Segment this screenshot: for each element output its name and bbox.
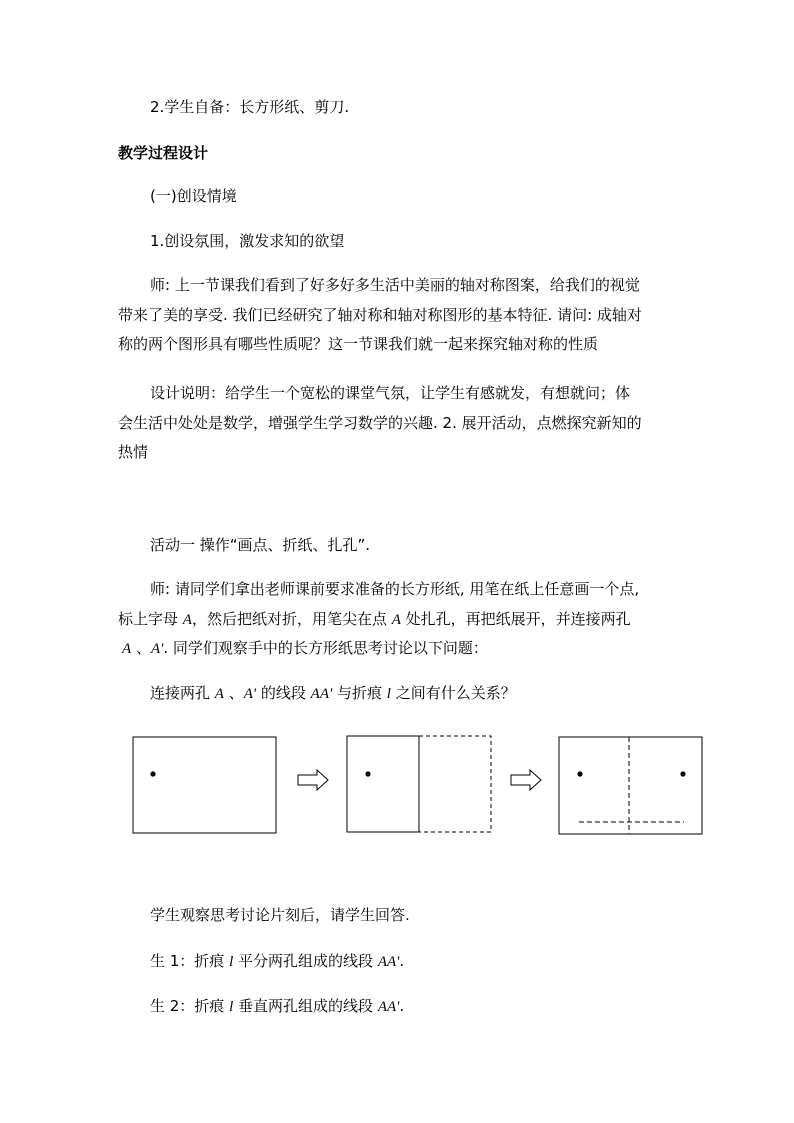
variable-a-prime: A': [150, 641, 164, 657]
student-1-answer: [150, 951, 404, 972]
text-span: 、: [131, 639, 151, 657]
folded-away-outline: [419, 736, 491, 832]
point-a: [150, 771, 155, 776]
text-span: 、: [223, 684, 244, 702]
point-a: [577, 771, 582, 776]
variable-a: A: [214, 686, 224, 702]
folded-half: [347, 736, 419, 832]
text-span: 平分两孔组成的线段: [233, 952, 378, 970]
text-span: 生 2：折痕: [150, 997, 230, 1015]
student-2-answer: [150, 996, 404, 1017]
text-span: 连接两孔: [150, 684, 215, 702]
variable-l: l: [229, 954, 234, 970]
activity-one-title: 活动一 操作“画点、折纸、扎孔”.: [150, 536, 371, 554]
teacher-activity-line-3: [122, 638, 488, 659]
variable-a-prime: A': [243, 686, 257, 702]
teacher-intro-line-3: 称的两个图形具有哪些性质呢？这一节课我们就一起来探究轴对称的性质: [118, 335, 599, 353]
unfolded-sheet: [559, 737, 702, 834]
teacher-intro-line-1: 师: 上一节课我们看到了好多好多生活中美丽的轴对称图案，给我们的视觉: [150, 276, 640, 294]
variable-aa-prime: AA': [310, 686, 333, 702]
teacher-activity-line-1: 师: 请同学们拿出老师课前要求准备的长方形纸, 用笔在纸上任意画一个点,: [150, 580, 640, 598]
variable-a: A: [182, 612, 192, 628]
variable-a: A: [391, 612, 401, 628]
discussion-intro: 学生观察思考讨论片刻后，请学生回答.: [150, 906, 410, 924]
point-a-prime: [680, 771, 685, 776]
variable-l: l: [229, 999, 234, 1015]
part-one-heading: (一)创设情境: [150, 187, 237, 205]
sheet-rectangle: [133, 737, 276, 833]
question-line: [150, 683, 516, 704]
teacher-activity-line-2: [118, 609, 631, 630]
teacher-intro-line-2: 带来了美的享受. 我们已经研究了轴对称和轴对称图形的基本特征. 请问: 成轴对: [118, 306, 642, 324]
text-span: ，然后把纸对折，用笔尖在点: [191, 610, 392, 628]
text-span: 生 1：折痕: [150, 952, 230, 970]
arrow-icon: [298, 770, 328, 790]
text-span: 标上字母: [118, 610, 183, 628]
design-note-line-2: 会生活中处处是数学，增强学生学习数学的兴趣. 2. 展开活动，点燃探究新知的: [118, 414, 642, 432]
text-span: . 同学们观察手中的长方形纸思考讨论以下问题：: [163, 639, 488, 657]
design-note-line-3: 热情: [118, 443, 149, 461]
text-span: 处扎孔，再把纸展开，并连接两孔: [400, 610, 631, 628]
variable-aa-prime: AA': [377, 954, 400, 970]
variable-aa-prime: AA': [377, 999, 400, 1015]
text-span: 的线段: [256, 684, 311, 702]
text-span: 之间有什么关系？: [390, 684, 516, 702]
text-span: .: [399, 997, 405, 1015]
variable-l: l: [386, 686, 391, 702]
text-span: .: [399, 952, 405, 970]
design-note-line-1: 设计说明：给学生一个宽松的课堂气氛，让学生有感就发，有想就问；体: [150, 384, 631, 402]
arrow-icon: [511, 770, 541, 790]
point-a: [365, 771, 370, 776]
materials-item-2: 2.学生自备：长方形纸、剪刀.: [150, 98, 350, 116]
step-one-heading: 1.创设氛围，激发求知的欲望: [150, 232, 345, 250]
variable-a: A: [122, 641, 132, 657]
text-span: 与折痕: [332, 684, 387, 702]
section-title: 教学过程设计: [118, 144, 209, 162]
text-span: 垂直两孔组成的线段: [233, 997, 378, 1015]
